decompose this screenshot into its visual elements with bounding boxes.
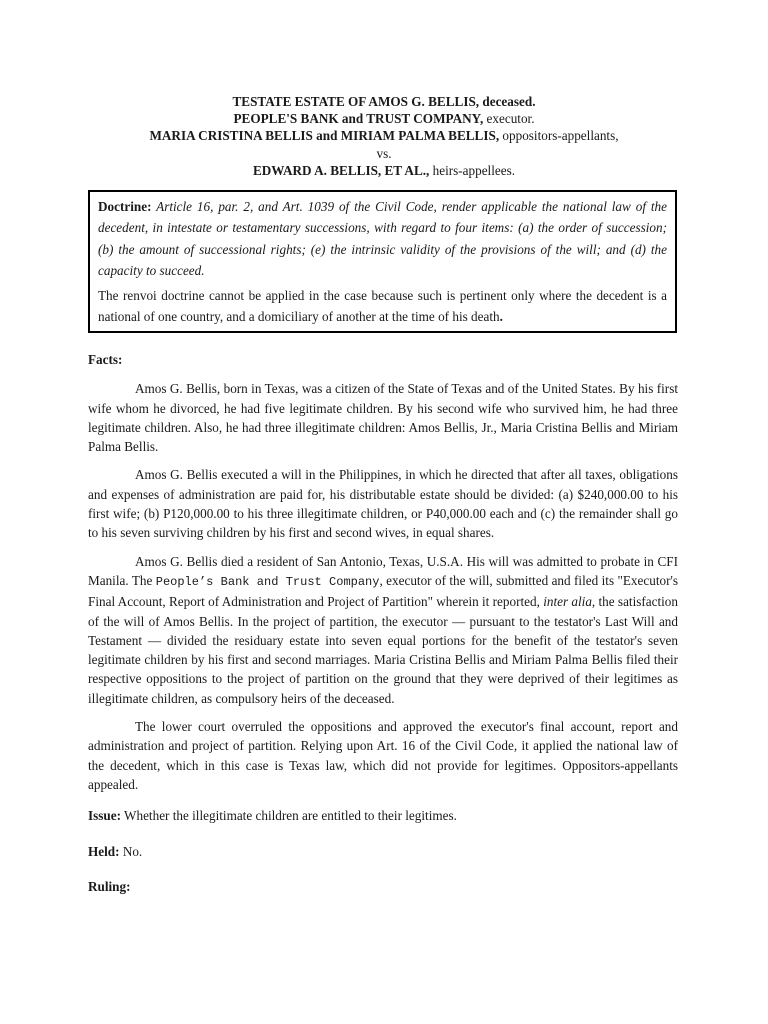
document-body [88,350,678,896]
facts-paragraph-1: Amos G. Bellis, born in Texas, was a citizen of the State of Texas and of the United States. By his first wife whom he divorced, he had five legitimate children. By his second wife who survived him, he had three legitimate children. Also, he had three illegitimate children: Amos Bellis, Jr., Maria Cristina Bellis and Miriam Palma Bellis. [88,381,678,455]
caption-appellees: EDWARD A. BELLIS, ET AL., heirs-appellees. [252,162,516,178]
doctrine-text: Doctrine: Article 16, par. 2, and Art. 1039 of the Civil Code, render applicable the national law of the decedent, in intestate or testamentary successions, with regard to four items: (a) the order of succession; (b) the amount of successional rights; (e) the intrinsic validity of the provisions of the will; and (d) the capacity to succeed. [98,199,667,278]
facts-paragraph-4: The lower court overruled the oppositions and approved the executor's final account, report and administration and project of partition. Relying upon Art. 16 of the Civil Code, it applied the national law of the decedent, which in this case is Texas law, which did not provide for legitimes. Oppositors-appellants appealed. [88,719,678,792]
executor-name: People’s Bank and Trust Company [155,574,380,589]
caption-oppositors: MARIA CRISTINA BELLIS and MIRIAM PALMA BELLIS, oppositors-appellants, [149,128,619,144]
doctrine-box [88,190,677,333]
held-line: Held: No. [88,843,143,859]
case-caption [0,93,768,179]
caption-executor: PEOPLE'S BANK and TRUST COMPANY, executor. [233,111,535,127]
doctrine-label: Doctrine: [98,199,152,214]
facts-paragraph-2: Amos G. Bellis executed a will in the Philippines, in which he directed that after all taxes, obligations and expenses of administration are paid for, his distributable estate should be divided: (a) $240,000.00 to his first wife; (b) P120,000.00 to his three illegitimate children, or P40,000.00 each and (c) the remainder shall go to his seven surviving children by his first and second wives, in equal shares. [88,467,678,541]
renvoi-text: The renvoi doctrine cannot be applied in the case because such is pertinent only where the decedent is a national of one country, and a domiciliary of another at the time of his death. [98,288,667,325]
facts-heading: Facts: [88,352,123,367]
issue-line: Issue: Whether the illegitimate children are entitled to their legitimes. [88,808,457,824]
ruling-heading: Ruling: [88,878,131,894]
caption-versus: vs. [376,145,392,161]
facts-paragraph-3: Amos G. Bellis died a resident of San Antonio, Texas, U.S.A. His will was admitted to probate in CFI Manila. The People’s Bank and Trust Company, executor of the will, submitted and filed its "Executor's Final Account, Report of Administration and Project of Partition" wherein it reported, inter alia, the satisfaction of the will of Amos Bellis. In the project of partition, the executor — pursuant to the testator's Last Will and Testament — divided the residuary estate into seven equal portions for the benefit of the testator's seven legitimate children by his first and second marriages. Maria Cristina Bellis and Miriam Palma Bellis filed their respective oppositions to the project of partition on the ground that they were deprived of their legitimes as illegitimate children, as compulsory heirs of the deceased. [88,553,678,706]
caption-title: TESTATE ESTATE OF AMOS G. BELLIS, deceased. [232,94,536,109]
